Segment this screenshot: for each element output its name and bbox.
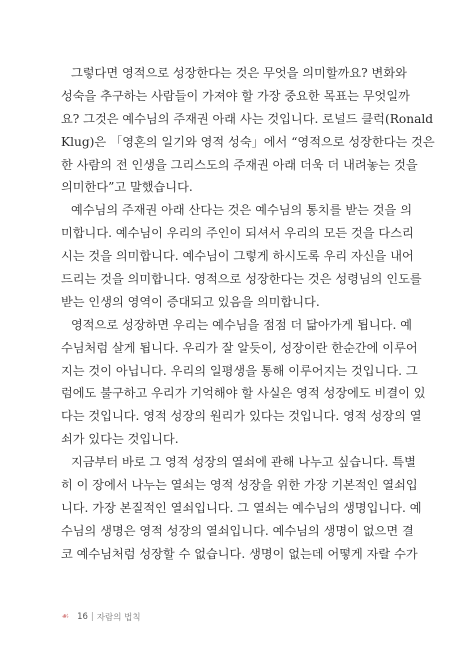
ornament-icon: ☙ (61, 612, 70, 622)
text-line: 드리는 것을 의미합니다. 영적으로 성장한다는 것은 성령님의 인도를 (61, 272, 422, 287)
text-line: 의미한다”고 말했습니다. (61, 180, 193, 195)
text-line: 코 예수님처럼 성장할 수 없습니다. 생명이 없는데 어떻게 자랄 수가 (61, 546, 418, 561)
text-line: 시는 것을 의미합니다. 예수님이 그렇게 하시도록 우리 자신을 내어 (61, 249, 414, 264)
text-line: 럼에도 불구하고 우리가 기억해야 할 사실은 영적 성장에도 비결이 있 (61, 386, 426, 401)
text-line: 성숙을 추구하는 사람들이 가져야 할 가장 중요한 목표는 무엇일까 (61, 88, 410, 103)
text-line: 영적으로 성장하면 우리는 예수님을 점점 더 닮아가게 됩니다. 예 (71, 317, 412, 332)
text-line: 받는 인생의 영역이 증대되고 있음을 의미합니다. (61, 294, 320, 309)
text-line: 니다. 가장 본질적인 열쇠입니다. 그 열쇠는 예수님의 생명입니다. 예 (61, 500, 422, 515)
text-line: 미합니다. 예수님이 우리의 주인이 되셔서 우리의 모든 것을 다스리 (61, 226, 414, 241)
text-line: 쇠가 있다는 것입니다. (61, 432, 179, 447)
text-line: 지는 것이 아닙니다. 우리의 일평생을 통해 이루어지는 것입니다. 그 (61, 363, 418, 378)
text-line: 요? 그것은 예수님의 주재권 아래 사는 것입니다. 로널드 클럭(Ronald (61, 111, 434, 126)
page-footer (61, 611, 141, 623)
body-text (61, 62, 435, 566)
running-title: 자람의 법칙 (96, 613, 141, 623)
text-line: 다는 것입니다. 영적 성장의 원리가 있다는 것입니다. 영적 성장의 열 (61, 409, 422, 424)
text-line: Klug)은 「영혼의 일기와 영적 성숙」에서 “영적으로 성장한다는 것은 (61, 134, 435, 149)
page-number: 16 (77, 612, 88, 622)
text-line: 한 사람의 전 인생을 그리스도의 주재권 아래 더욱 더 내려놓는 것을 (61, 157, 418, 172)
text-line: 수님처럼 살게 됩니다. 우리가 잘 알듯이, 성장이란 한순간에 이루어 (61, 340, 418, 355)
text-line: 그렇다면 영적으로 성장한다는 것은 무엇을 의미할까요? 변화와 (71, 66, 407, 80)
text-line: 지금부터 바로 그 영적 성장의 열쇠에 관해 나누고 싶습니다. 특별 (71, 455, 416, 470)
text-line: 수님의 생명은 영적 성장의 열쇠입니다. 예수님의 생명이 없으면 결 (61, 523, 414, 538)
text-line: 예수님의 주재권 아래 산다는 것은 예수님의 통치를 받는 것을 의 (71, 203, 412, 218)
footer-separator: | (90, 612, 94, 622)
text-line: 히 이 장에서 나누는 열쇠는 영적 성장을 위한 가장 기본적인 열쇠입 (61, 478, 418, 493)
